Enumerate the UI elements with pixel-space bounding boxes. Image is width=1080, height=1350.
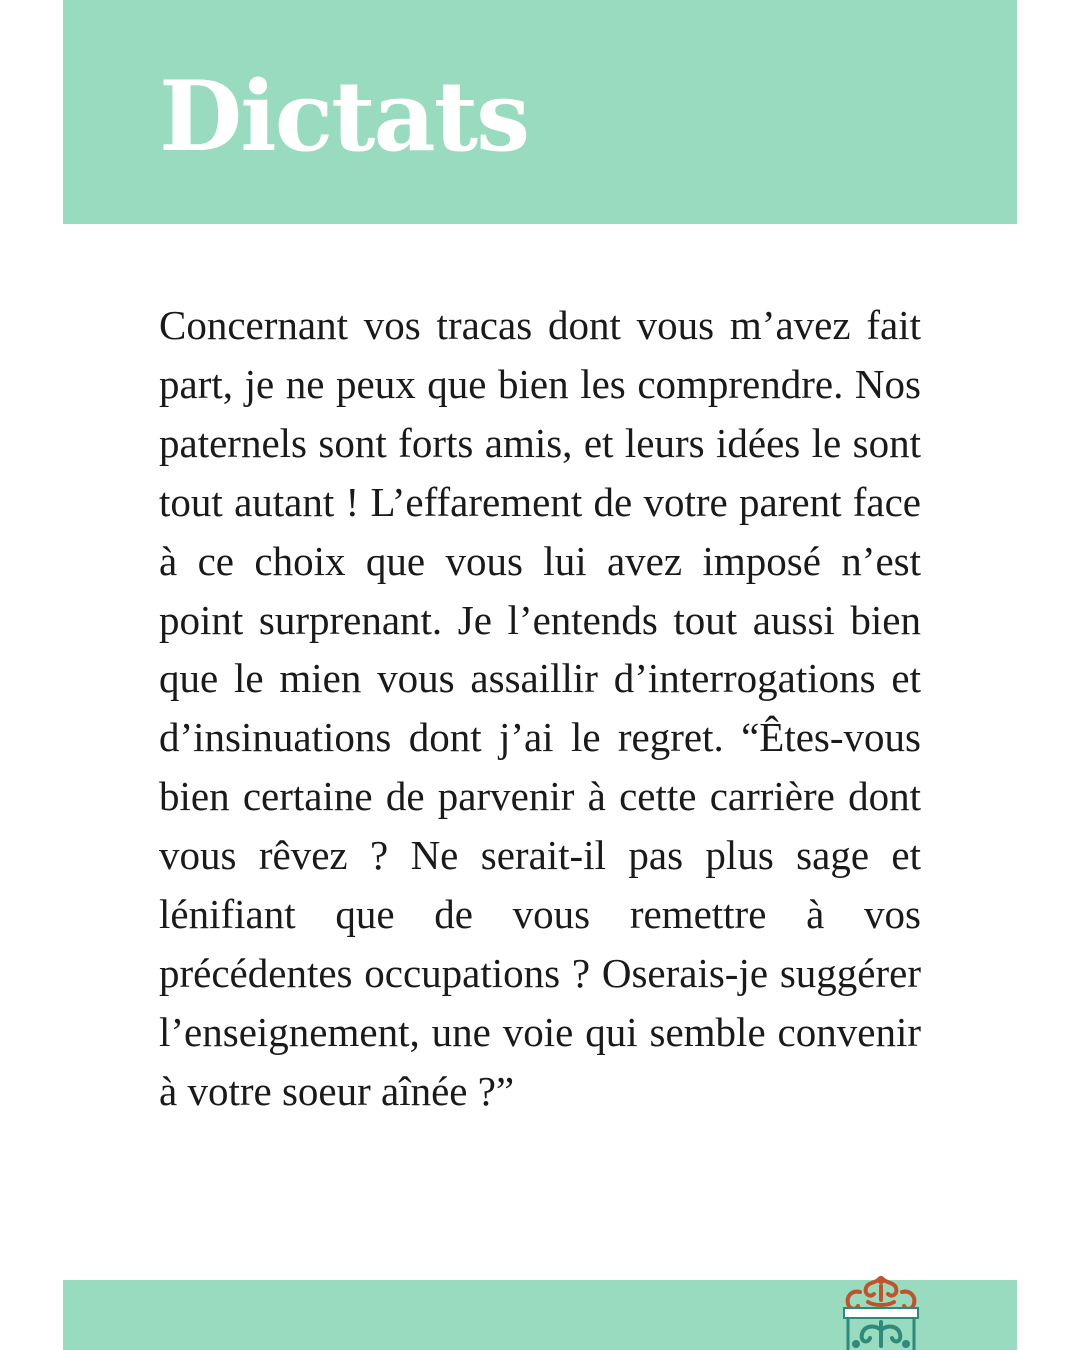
body-paragraph: Concernant vos tracas dont vous m’avez fait part, je ne peux que bien les comprendre. Nos paternels sont forts amis, et leurs idées le sont tout autant ! L’effarement de votre parent face à ce choix que vous lui avez imposé n’est point surprenant. Je l’entends tout aussi bien que le mien vous assaillir d’interrogations et d’insinuations dont j’ai le regret. “Êtes-vous bien certaine de parvenir à cette carrière dont vous rêvez ? Ne serait-il pas plus sage et lénifiant que de vous remettre à vos précédentes occupations ? Oserais-je suggérer l’enseignement, une voie qui semble convenir à votre soeur aînée ?” — [159, 302, 921, 1114]
floral-ornament-icon — [838, 1272, 924, 1350]
page-title: Dictats — [159, 60, 529, 173]
header-band — [63, 0, 1017, 224]
